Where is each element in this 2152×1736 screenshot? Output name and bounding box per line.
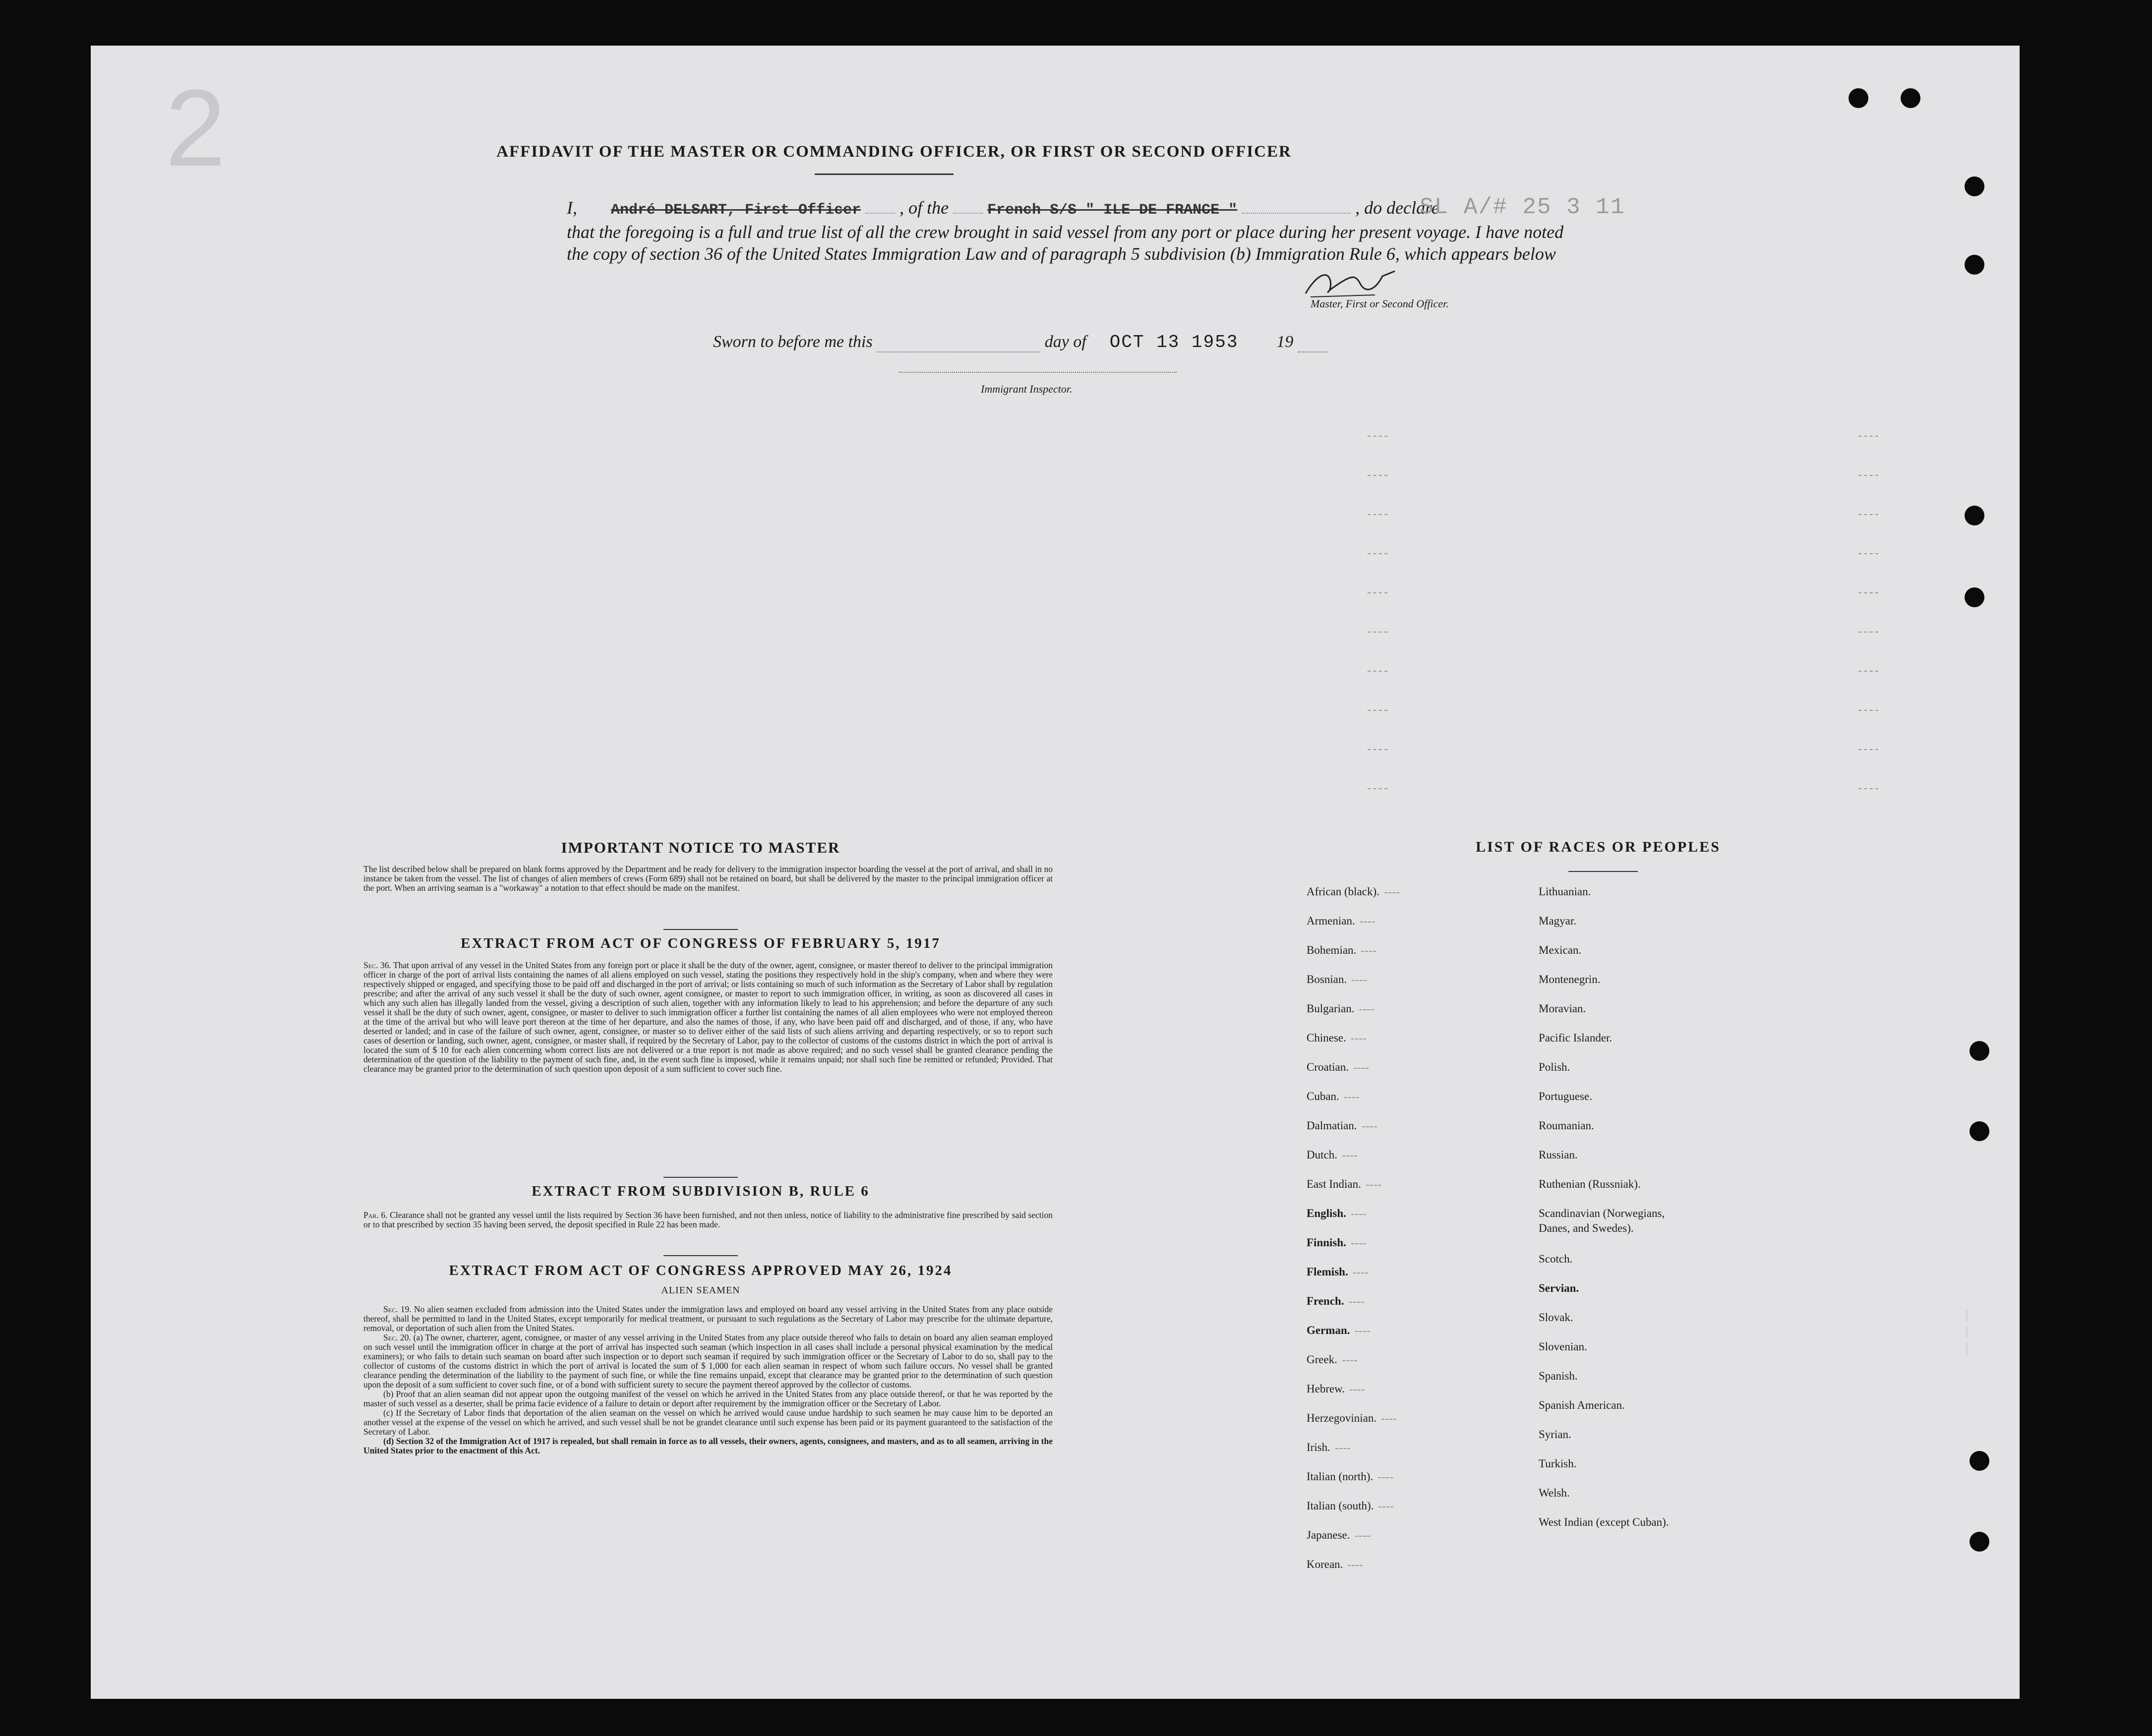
race-item: Greek.: [1307, 1352, 1455, 1367]
affidavit-title: AFFIDAVIT OF THE MASTER OR COMMANDING OFFICER, OR FIRST OR SECOND OFFICER: [496, 143, 1292, 161]
punch-hole: [1965, 587, 1984, 607]
declaration-suffix: , do declare: [1355, 198, 1439, 218]
inspector-label: Immigrant Inspector.: [981, 383, 1073, 395]
sec20c-text: (c) If the Secretary of Labor finds that deportation of the alien seaman on the vessel on which he arrived would cause undue hardship to such seamen he may cause him to be deported an another vessel at the expense of the vessel on which he arrived, and such vessel shall be not be grandet clearance until such expense has been paid or its payment guaranteed to the satisfaction of the Secretary of Labor.: [363, 1408, 1053, 1437]
race-item: African (black).: [1307, 884, 1455, 899]
race-item: French.: [1307, 1294, 1455, 1309]
inspector-signature-line: [899, 372, 1177, 373]
race-item: Servian.: [1539, 1282, 1579, 1294]
extract1-text: [363, 961, 1053, 1074]
race-item: Hebrew.: [1307, 1382, 1455, 1396]
sworn-year: 19: [1276, 333, 1294, 351]
declarant-name: André DELSART, First Officer: [611, 202, 861, 219]
race-item: Bosnian.: [1307, 972, 1455, 987]
extract3-text: [363, 1305, 1053, 1455]
race-item: Scotch.: [1539, 1253, 1573, 1265]
race-item: Russian.: [1539, 1149, 1578, 1161]
race-item: East Indian.: [1307, 1177, 1455, 1192]
notice-title: IMPORTANT NOTICE TO MASTER: [561, 839, 840, 856]
punch-hole: [1965, 255, 1984, 275]
sec20d-text: (d) Section 32 of the Immigration Act of 1917 is repealed, but shall remain in force as to all vessels, their owners, agents, consignees, and masters, and as to all seamen, arriving in the United States prior to the enactment of this Act.: [363, 1436, 1053, 1455]
sworn-day-label: day of: [1044, 333, 1086, 351]
race-item: Montenegrin.: [1539, 973, 1601, 985]
punch-hole: [1849, 88, 1868, 108]
section-divider: [663, 929, 738, 930]
sworn-prefix: Sworn to before me this: [713, 333, 873, 351]
declaration-prefix: I,: [567, 198, 577, 218]
punch-hole: [1965, 176, 1984, 196]
declaration-body: that the foregoing is a full and true list of all the crew brought in said vessel from any port or place during her present voyage. I have noted the copy of section 36 of the United States Immigration Law and of paragraph 5 subdivision (b) Immigration Rule 6, which appears below: [567, 222, 1564, 264]
extract2-title: EXTRACT FROM SUBDIVISION B, RULE 6: [532, 1183, 870, 1199]
punch-hole: [1965, 506, 1984, 525]
document-page: [91, 46, 2020, 1699]
race-item: German.: [1307, 1323, 1455, 1338]
race-item: Flemish.: [1307, 1265, 1455, 1279]
punch-hole: [1970, 1121, 1989, 1141]
par6-text: Clearance shall not be granted any vessel until the lists required by Section 36 have been furnished, and not then unless, notice of liability to the administrative fine prescribed by said section or to that prescribed by section 35 having been served, the deposit specified in Rule 22 has been made.: [363, 1210, 1053, 1229]
race-item: Mexican.: [1539, 944, 1582, 956]
race-item: Chinese.: [1307, 1031, 1455, 1045]
race-item: English.: [1307, 1206, 1455, 1221]
sec36-label: Sec. 36.: [363, 960, 391, 970]
extract3-subtitle: ALIEN SEAMEN: [661, 1285, 740, 1296]
declaration-mid: , of the: [899, 198, 949, 218]
title-rule: [815, 174, 954, 175]
race-item: Dalmatian.: [1307, 1118, 1455, 1133]
race-item: Armenian.: [1307, 914, 1455, 928]
race-item: Slovak.: [1539, 1311, 1573, 1324]
sec36-text: That upon arrival of any vessel in the United States from any foreign port or place it shall be the duty of the owner, agent, consignee, or master thereof to deliver to the principal immigration officer in charge of the port of arrival lists containing the names of all aliens employed on such vessel, stating the positions they respectively hold in the ship's company, when and where they were respectively shipped or engaged, and specifying those to be paid off and discharged in the port of arrival; or lists containing so much of such information as the Secretary of Labor shall by regulation prescribe; and after the arrival of any such vessel it shall be the duty of such owner, agent consignee, or master to report to such immigration officer, in writing, as soon as discovered all cases in which any such alien has illegally landed from the vessel, giving a description of such alien, together with any information likely to lead to his apprehension; and before the departure of any such vessel it shall be the duty of such owner, agent, consignee, or master to deliver to such immigration officer a further list containing the names of all alien employees who were not employed thereon at the time of the arrival but who will leave port thereon at the time of her departure, and also the names of those, if any, who have been paid off and discharged, and of those, if any, who have deserted or landed; and in case of the failure of such owner, agent, consignee, or master so to deliver either of the said lists of such aliens arriving and departing respectively, or so to report such cases of desertion or landing, such owner, agent, consignee, or master shall, if required by the Secretary of Labor, pay to the collector of customs of the customs district in which the port of arrival is located the sum of $ 10 for each alien concerning whom correct lists are not delivered or a true report is not made as above required; and no such vessel shall be granted clearance pending the determination of the question of the liability to the payment of such fine, and, in the event such fine is imposed, while it remains unpaid; nor shall such fine be remitted or refunded; Provided. That clearance may be granted prior to the determination of such question upon deposit of a sum sufficient to cover such fine.: [363, 960, 1053, 1074]
signature-label: Master, First or Second Officer.: [1311, 297, 1449, 310]
race-item: Italian (north).: [1307, 1469, 1455, 1484]
race-item: Welsh.: [1539, 1487, 1570, 1499]
sec19-text: No alien seamen excluded from admission into the United States under the immigration laws and employed on board any vessel arriving in the United States from any place outside thereof, shall be permitted to land in the United States, except temporarily for medical treatment, or pursuant to such regulations as the Secretary of Labor may prescribe for the ultimate departure, removal, or deportation of such alien from the United States.: [363, 1304, 1053, 1333]
extract3-title: EXTRACT FROM ACT OF CONGRESS APPROVED MAY 26, 1924: [449, 1263, 953, 1278]
race-item: Irish.: [1307, 1440, 1455, 1455]
extract1-title: EXTRACT FROM ACT OF CONGRESS OF FEBRUARY 5, 1917: [461, 935, 941, 951]
race-item: Scandinavian (Norwegians, Danes, and Swedes).: [1539, 1207, 1665, 1234]
margin-stamp: SL A/# 25 3 11: [1420, 194, 1625, 220]
race-item: Moravian.: [1539, 1002, 1586, 1015]
race-item: Polish.: [1539, 1061, 1570, 1073]
race-item: Ruthenian (Russniak).: [1539, 1178, 1641, 1190]
race-item: Bohemian.: [1307, 943, 1455, 958]
race-item: Cuban.: [1307, 1089, 1455, 1104]
section-divider: [663, 1255, 738, 1256]
race-item: Roumanian.: [1539, 1119, 1594, 1132]
sec20a-text: (a) The owner, charterer, agent, consignee, or master of any vessel arriving in the United States from any place outside thereof who fails to detain on board any alien seaman employed on such vessel until the immigration officer in charge at the port of arrival has inspected such seaman (which inspection in all cases shall include a personal physical examination by the medical examiners); or who fails to detain such seaman on board after such inspection or to deport such seaman if required by such immigration officer or the Secretary of Labor to do so, shall pay to the collector of customs of the customs district in which the port of arrival is located the sum of $ 1,000 for each alien seaman in respect of whom such failure occurs. No vessel shall be granted clearance pending the determination of the liability to the payment of such fine, or while the fine remains unpaid, except that clearance may be granted prior to the determination of such question upon the deposit of a sum sufficient to cover such fine, or of a bond with sufficient surety to secure the payment thereof approved by the collector of customs.: [363, 1332, 1053, 1389]
punch-hole: [1970, 1451, 1989, 1471]
sworn-line: [713, 332, 1457, 352]
notice-text: The list described below shall be prepared on blank forms approved by the Department and be ready for delivery to the immigration inspector boarding the vessel at the port of arrival, and shall in no instance be taken from the vessel. The list of changes of alien members of crews (Form 689) shall not be retained on board, but shall be delivered by the master to the principal immigration officer at the port. When an arriving seaman is a "workaway" a notation to that effect should be made on the manifest.: [363, 864, 1053, 893]
punch-hole: [1970, 1041, 1989, 1061]
race-item: Croatian.: [1307, 1060, 1455, 1075]
race-item: Magyar.: [1539, 915, 1577, 927]
par6-label: Par. 6.: [363, 1210, 388, 1220]
race-item: Lithuanian.: [1539, 885, 1591, 898]
date-stamp: OCT 13 1953: [1109, 332, 1239, 352]
ghost-page-number: 2: [165, 67, 226, 189]
race-item: Dutch.: [1307, 1148, 1455, 1162]
races-rule: [1568, 871, 1638, 872]
race-item: West Indian (except Cuban).: [1539, 1516, 1669, 1528]
race-item: Korean.: [1307, 1557, 1455, 1572]
extract2-text: [363, 1211, 1053, 1229]
race-item: Finnish.: [1307, 1235, 1455, 1250]
race-item: Turkish.: [1539, 1457, 1577, 1470]
section-divider: [663, 1177, 738, 1178]
race-item: Japanese.: [1307, 1528, 1455, 1543]
race-item: Bulgarian.: [1307, 1001, 1455, 1016]
race-item: Slovenian.: [1539, 1340, 1587, 1353]
race-item: Italian (south).: [1307, 1499, 1455, 1513]
race-item: Spanish.: [1539, 1370, 1578, 1382]
punch-hole: [1970, 1532, 1989, 1552]
race-item: Syrian.: [1539, 1428, 1571, 1441]
margin-ghost-text: — — —: [1961, 1310, 1975, 1356]
race-item: Pacific Islander.: [1539, 1032, 1613, 1044]
sec20b-text: (b) Proof that an alien seaman did not appear upon the outgoing manifest of the vessel on which he arrived in the United States from any place outside thereof, or that he was reported by the master of such vessel as a deserter, shall be prima facie evidence of a failure to detain or deport after requirement by the immigration officer or the Secretary of Labor.: [363, 1389, 1053, 1408]
race-item: Portuguese.: [1539, 1090, 1592, 1102]
punch-hole: [1901, 88, 1920, 108]
sec19-label: Sec. 19.: [383, 1304, 412, 1314]
race-item: Herzegovinian.: [1307, 1411, 1455, 1426]
race-item: Spanish American.: [1539, 1399, 1625, 1411]
vessel-name: French S/S " ILE DE FRANCE ": [987, 202, 1238, 219]
sec20-label: Sec. 20.: [383, 1332, 411, 1342]
races-title: LIST OF RACES OR PEOPLES: [1476, 839, 1721, 855]
